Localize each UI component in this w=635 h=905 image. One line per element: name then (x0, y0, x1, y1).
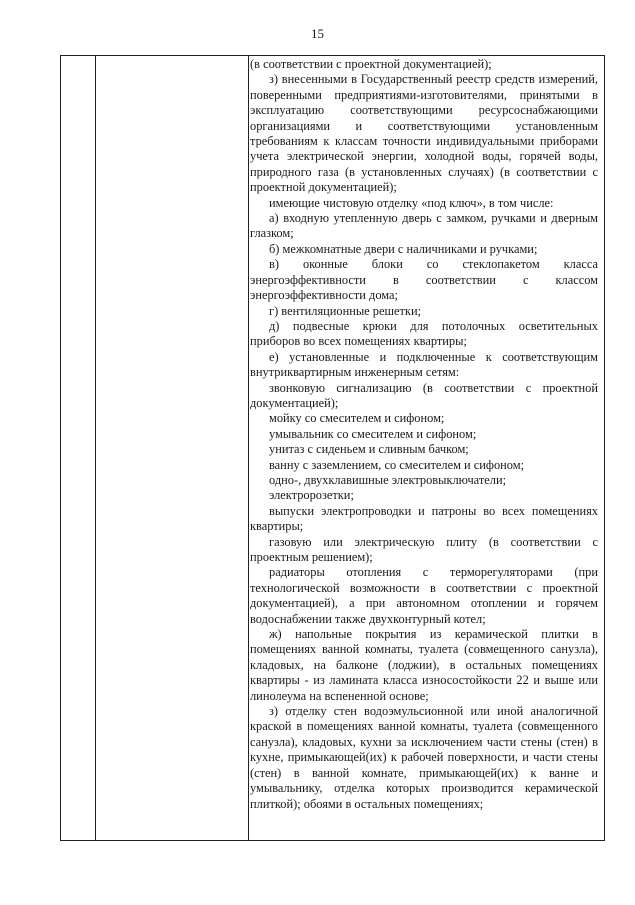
column-divider-1 (95, 56, 96, 840)
table-text-cell (250, 57, 598, 812)
paragraph: имеющие чистовую отделку «под ключ», в том числе: (269, 195, 554, 210)
paragraph: ванну с заземлением, со смесителем и сифоном; (269, 457, 525, 472)
paragraph: мойку со смесителем и сифоном; (269, 411, 445, 426)
paragraph: унитаз с сиденьем и сливным бачком; (269, 442, 469, 457)
paragraph: е) установленные и подключенные к соответствующим внутриквартирным инженерным сетям: (250, 349, 598, 380)
page-number: 15 (311, 26, 324, 41)
paragraph: выпуски электропроводки и патроны во всех помещениях квартиры; (250, 503, 598, 534)
paragraph: б) межкомнатные двери с наличниками и ручками; (269, 241, 538, 256)
paragraph: (в соответствии с проектной документацией); (250, 57, 492, 71)
paragraph: звонковую сигнализацию (в соответствии с проектной документацией); (250, 380, 598, 410)
paragraph: г) вентиляционные решетки; (269, 303, 422, 318)
paragraph: в) оконные блоки со стеклопакетом класса энергоэффективности в соответствии с классом энергоэффективности дома; (250, 257, 598, 303)
paragraph: газовую или электрическую плиту (в соответствии с проектным решением); (250, 534, 598, 564)
paragraph: ж) напольные покрытия из керамической плитки в помещениях ванной комнаты, туалета (совмещенного санузла), кладовых, на балконе (лоджии), в остальных помещениях квартиры - из ламината класса износостойкости 22 и выше или линолеума на вспененной основе; (250, 627, 598, 703)
paragraph: электророзетки; (269, 488, 354, 503)
column-divider-2 (248, 56, 249, 840)
paragraph: а) входную утепленную дверь с замком, ручками и дверным глазком; (250, 211, 598, 241)
paragraph: д) подвесные крюки для потолочных осветительных приборов во всех помещениях квартиры; (250, 318, 598, 349)
paragraph: одно-, двухклавишные электровыключатели; (269, 472, 507, 487)
paragraph: з) внесенными в Государственный реестр средств измерений, поверенными предприятиями-изготовителями, принятыми в эксплуатацию соответствующими ресурсоснабжающими организациями и соответствующими установленным требованиям к классам точности индивидуальными приборами учета электрической энергии, холодной воды, горячей воды, природного газа (в установленных случаях) (в соответствии с проектной документацией); (250, 72, 598, 195)
paragraph: умывальник со смесителем и сифоном; (269, 426, 477, 441)
paragraph: з) отделку стен водоэмульсионной или иной аналогичной краской в помещениях ванной комнаты, туалета (совмещенного санузла), кладовых, кухни за исключением части стены (стен) в кухне, примыкающей(их) к рабочей поверхности, и части стены (стен) в ванной комнате, примыкающей(их) к ванне и умывальнику, отделка которых производится керамической плиткой); обоями в остальных помещениях; (250, 704, 598, 811)
paragraph: радиаторы отопления с терморегуляторами (при технологической возможности в соответствии с проектной документацией), а при автономном отоплении и горячем водоснабжении также двухконтурный котел; (250, 565, 598, 626)
